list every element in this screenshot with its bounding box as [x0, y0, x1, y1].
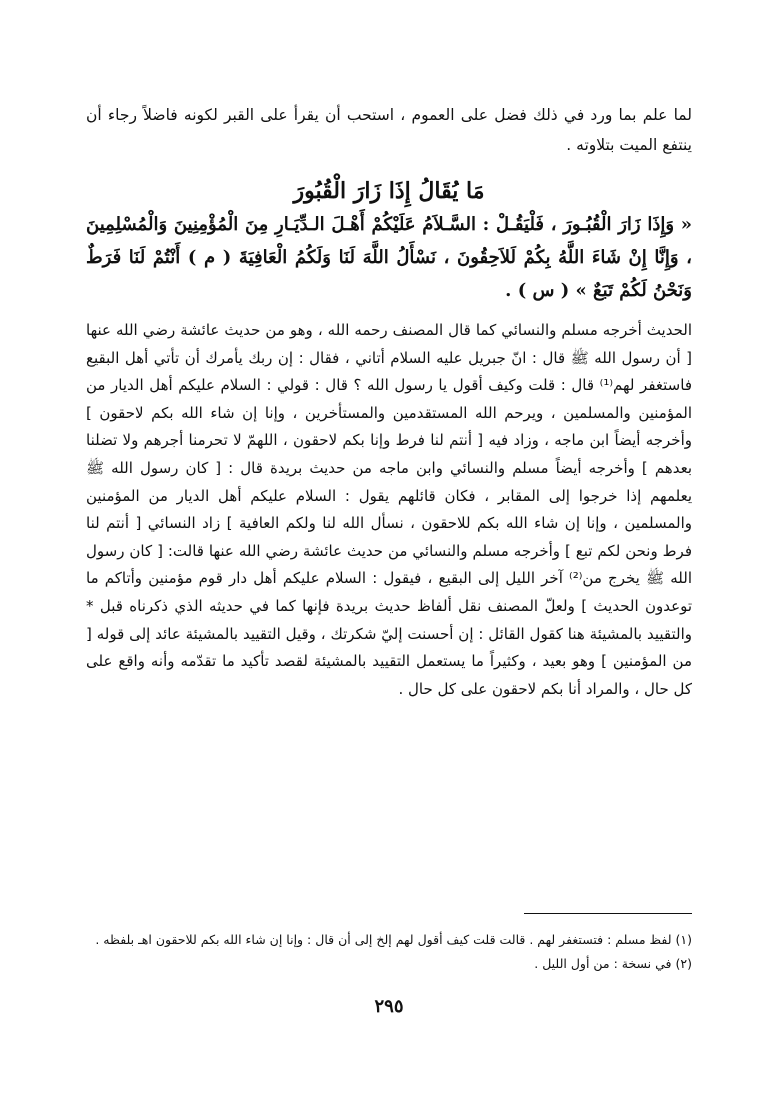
supplication-text: « وَإِذَا زَارَ الْقُبُـورَ ، فَلْيَقُـلْ : السَّـلاَمُ عَلَيْكُمْ أَهْـلَ الـدِّيَـارِ مِنَ الْمُؤْمِنِينَ وَالْمُسْلِمِينَ ، وَإِنَّا إِنْ شَاءَ اللَّهُ بِكُمْ لَلاَحِقُونَ ، نَسْأَلُ اللَّهَ لَنَا وَلَكُمُ الْعَافِيَةَ ( م ) أَنْتُمْ لَنَا فَرَطٌ وَنَحْنُ لَكُمْ تَبَعٌ » ( س ) .	[86, 214, 692, 301]
page-number: ٢٩٥	[374, 996, 404, 1017]
section-heading: مَا يُقَالُ إِذَا زَارَ الْقُبُورَ	[293, 178, 485, 204]
commentary-paragraph: الحديث أخرجه مسلم والنسائي كما قال المصنف رحمه الله ، وهو من حديث عائشة رضي الله عنها [ أن رسول الله ﷺ قال : انّ جبريل عليه السلام أتاني ، فقال : إن ربك يأمرك أن تأتي أهل البقيع فاستغفر لهم⁽¹⁾ قال : قلت وكيف أقول يا رسول الله ؟ قال : قولي : السلام عليكم أهل الديار من المؤمنين والمسلمين ، ويرحم الله المستقدمين والمستأخرين ، وإنا إن شاء الله بكم لاحقون ] وأخرجه أيضاً ابن ماجه ، وزاد فيه [ أنتم لنا فرط وإنا بكم لاحقون ، اللهمّ لا تحرمنا أجرهم ولا تضلنا بعدهم ] وأخرجه أيضاً مسلم والنسائي وابن ماجه من حديث بريدة قال : [ كان رسول الله ﷺ يعلمهم إذا خرجوا إلى المقابر ، فكان قائلهم يقول : السلام عليكم أهل الديار من المؤمنين والمسلمين ، وإنا إن شاء الله بكم للاحقون ، نسأل الله لنا ولكم العافية ] زاد النسائي [ أنتم لنا فرط ونحن لكم تبع ] وأخرجه مسلم والنسائي من حديث عائشة رضي الله عنها قالت: [ كان رسول الله ﷺ يخرج من⁽²⁾ آخر الليل إلى البقيع ، فيقول : السلام عليكم أهل دار قوم مؤمنين وأتاكم ما توعدون الحديث ] ولعلّ المصنف نقل ألفاظ حديث بريدة فإنها كما في حديثه الذي ذكرناه قبل * والتقييد بالمشيئة هنا كقول القائل : إن أحسنت إليّ شكرتك ، وقيل التقييد بالمشيئة عائد إلى قوله [ من المؤمنين ] وهو بعيد ، وكثيراً ما يستعمل التقييد بالمشيئة لقصد تأكيد ما تقدّمه وأنه واقع على كل حال ، والمراد أنا بكم لاحقون على كل حال .	[86, 321, 692, 698]
intro-paragraph: لما علم بما ورد في ذلك فضل على العموم ، استحب أن يقرأ على القبر لكونه فاضلاً رجاء أن ينتفع الميت بتلاوته .	[86, 106, 692, 154]
footnotes	[86, 928, 692, 976]
footnote-divider	[524, 913, 692, 914]
book-page	[86, 100, 692, 1017]
footnote-2: (٢) في نسخة : من أول الليل .	[534, 956, 692, 971]
footnote-1: (١) لفظ مسلم : فتستغفر لهم . قالت قلت كيف أقول لهم إلخ إلى أن قال : وإنا إن شاء الله بكم للاحقون اهـ بلفظه .	[95, 932, 692, 947]
